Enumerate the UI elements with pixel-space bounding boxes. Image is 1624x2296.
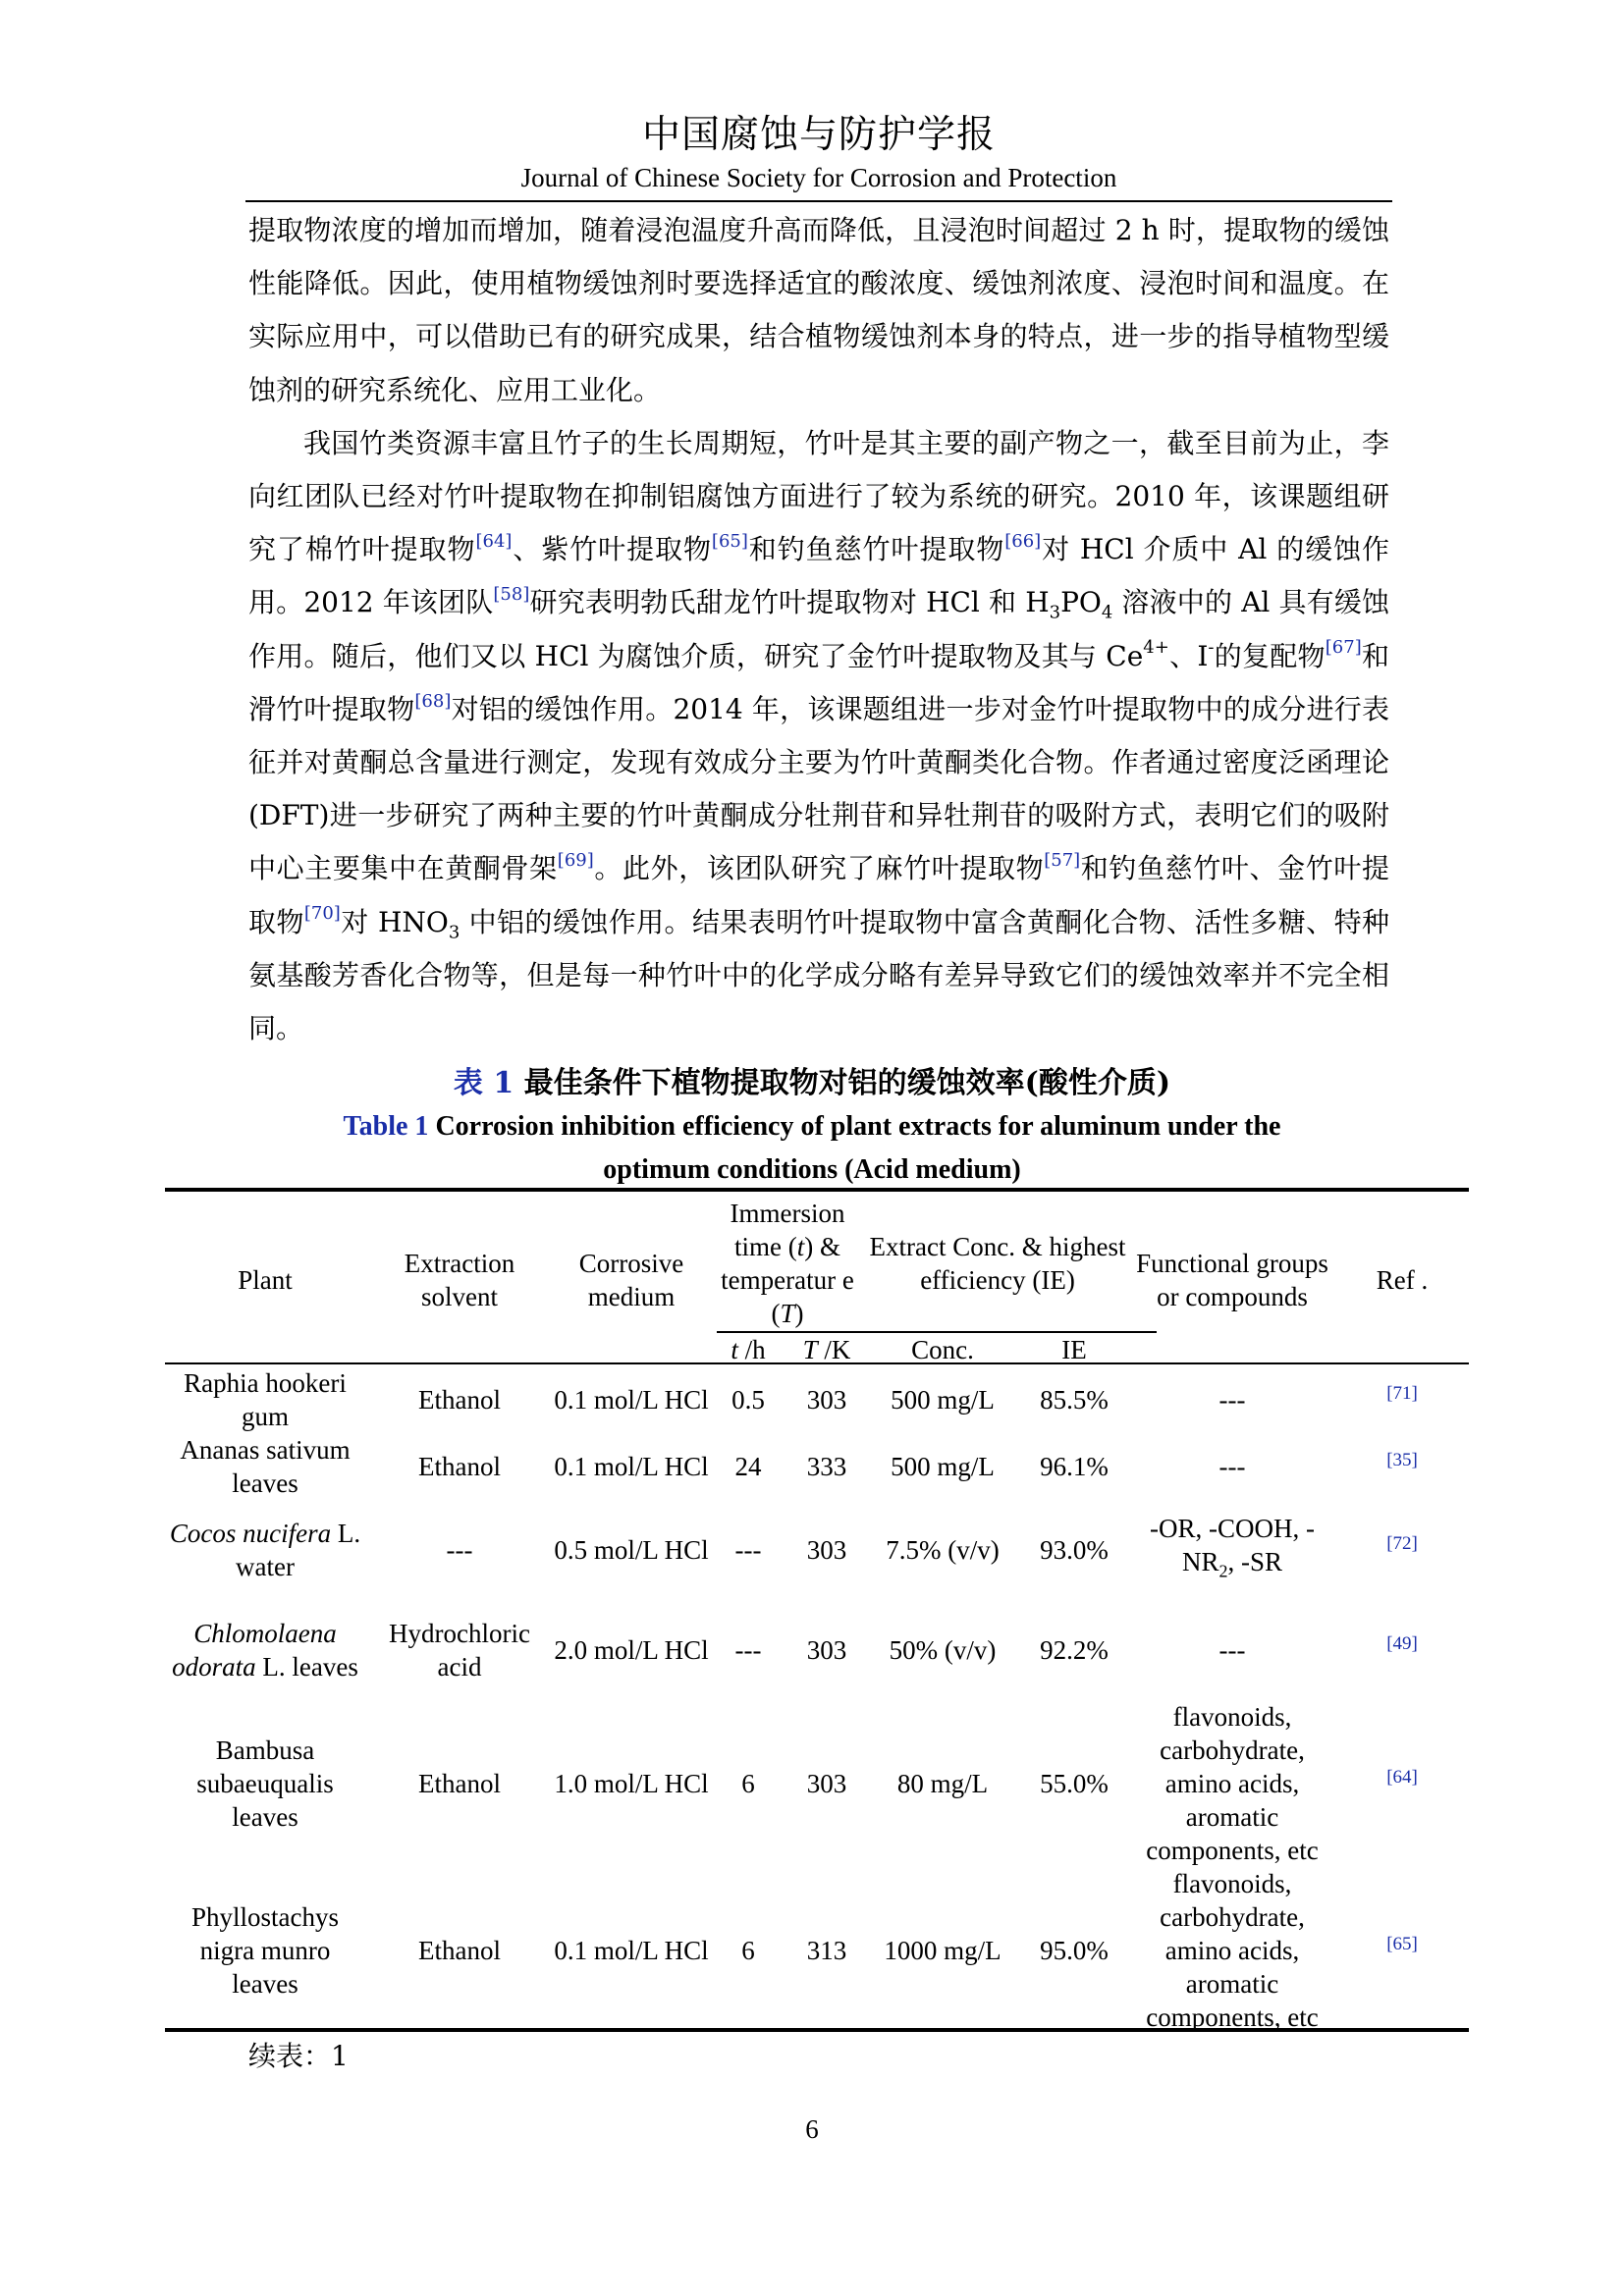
citation[interactable]: [68] <box>414 690 452 712</box>
reference-link[interactable]: [65] <box>1386 1934 1418 1954</box>
paragraph-1: 提取物浓度的增加而增加，随着浸泡温度升高而降低，且浸泡时间超过 2 h 时，提取物的缓蚀性能降低。因此，使用植物缓蚀剂时要选择适宜的酸浓度、缓蚀剂浓度、浸泡时间和温度。在实际应用中，可以借助已有的研究成果，结合植物缓蚀剂本身的特点，进一步的指导植物型缓蚀剂的研究系统化、应用工业化。 <box>248 214 1389 406</box>
journal-header <box>245 110 1392 194</box>
header-extract: Extract Conc. & highest efficiency (IE) <box>869 1232 1126 1295</box>
data-table <box>165 1194 1469 2034</box>
subheader-time: t /h <box>731 1335 766 1364</box>
table-caption-en: Table 1 Corrosion inhibition efficiency of plant extracts for aluminum under the optimum conditions (Acid medium) <box>343 1111 1281 1185</box>
citation[interactable]: [58] <box>493 584 530 606</box>
citation[interactable]: [64] <box>475 530 513 552</box>
table-row: Raphia hookeri gum Ethanol 0.1 mol/L HCl 0.5 303 500 mg/L 85.5% --- [71] <box>184 1368 1418 1431</box>
header-functional: Functional groups or compounds <box>1136 1249 1328 1311</box>
header-medium: Corrosive medium <box>578 1249 684 1311</box>
citation[interactable]: [69] <box>557 850 594 872</box>
citation[interactable]: [67] <box>1325 637 1362 659</box>
table-label-en: Table 1 <box>343 1111 429 1142</box>
header-plant: Plant <box>238 1265 293 1295</box>
table-row: Cocos nucifera L. water --- 0.5 mol/L HCl --- 303 7.5% (v/v) 93.0% -OR, -COOH, $-NR_2$, -SR [72] <box>169 1514 1418 1581</box>
page-number: 6 <box>805 2114 819 2144</box>
table-top-rule <box>165 1188 1469 1192</box>
subheader-temperature: T /K <box>802 1335 851 1364</box>
table-row: Ananas sativum leaves Ethanol 0.1 mol/L HCl 24 333 500 mg/L 96.1% --- [35] <box>180 1435 1418 1498</box>
table-label-cn: 表 1 <box>453 1066 514 1100</box>
table-row: Bambusa subaeuqualis leaves Ethanol 1.0 mol/L HCl 6 303 80 mg/L 55.0% flavonoids, carbohydrate, amino acids, aromatic components, etc [64] <box>196 1702 1418 1865</box>
journal-title-cn: 中国腐蚀与防护学报 <box>641 113 996 157</box>
table-caption-cn: 表 1 最佳条件下植物提取物对铝的缓蚀效率(酸性介质) <box>453 1066 1171 1100</box>
header-solvent: Extraction solvent <box>404 1249 515 1311</box>
table-row: Phyllostachys nigra munro leaves Ethanol 0.1 mol/L HCl 6 313 1000 mg/L 95.0% flavonoids, carbohydrate, amino acids, aromatic components, etc [65] <box>190 1869 1418 2032</box>
citation[interactable]: [70] <box>303 903 341 925</box>
header-ref: Ref . <box>1376 1265 1429 1295</box>
paragraph-2: 我国竹类资源丰富且竹子的生长周期短，竹叶是其主要的副产物之一，截至目前为止，李向红团队已经对竹叶提取物在抑制铝腐蚀方面进行了较为系统的研究。2010 年，该课题组研究了棉竹叶提取物[64]、紫竹叶提取物[65]和钓鱼慈竹叶提取物[66]对 HCl 介质中 Al 的缓蚀作用。2012 年该团队[58]研究表明勃氏甜龙竹叶提取物对 HCl 和 $H_3PO_4$ 溶液中的 Al 具有缓蚀作用。随后，他们又以 HCl 为腐蚀介质，研究了金竹叶提取物及其与 $Ce^{4+}$、I-的复配物[67]和滑竹叶提取物[68]对铝的缓蚀作用。2014 年，该课题组进一步对金竹叶提取物中的成分进行表征并对黄酮总含量进行测定，发现有效成分主要为竹叶黄酮类化合物。作者通过密度泛函理论(DFT)进一步研究了两种主要的竹叶黄酮成分牡荆苷和异牡荆苷的吸附方式，表明它们的吸附中心主要集中在黄酮骨架[69]。此外，该团队研究了麻竹叶提取物[57]和钓鱼慈竹叶、金竹叶提取物[70]对 $HNO_3$ 中铝的缓蚀作用。结果表明竹叶提取物中富含黄酮化合物、活性多糖、特种氨基酸芳香化合物等，但是每一种竹叶中的化学成分略有差异导致它们的缓蚀效率并不完全相同。 <box>248 426 1389 1045</box>
reference-link[interactable]: [64] <box>1386 1767 1418 1788</box>
table-row: Chlomolaena odorata L. leaves Hydrochloric acid 2.0 mol/L HCl --- 303 50% (v/v) 92.2% --- [49] <box>172 1619 1418 1682</box>
citation[interactable]: [57] <box>1044 850 1081 872</box>
reference-link[interactable]: [71] <box>1386 1383 1418 1404</box>
table-header-row <box>165 1194 1469 1333</box>
reference-link[interactable]: [72] <box>1386 1533 1418 1554</box>
journal-title-en: Journal of Chinese Society for Corrosion and Protection <box>520 163 1117 192</box>
citation[interactable]: [66] <box>1004 530 1042 552</box>
reference-link[interactable]: [35] <box>1386 1450 1418 1470</box>
header-immersion: Immersion time (t) & temperatur e (T) <box>721 1199 854 1328</box>
body-text <box>248 204 1389 1055</box>
citation[interactable]: [65] <box>711 530 748 552</box>
header-rule <box>245 200 1392 202</box>
reference-link[interactable]: [49] <box>1386 1633 1418 1654</box>
subheader-conc: Conc. <box>911 1335 974 1364</box>
subheader-ie: IE <box>1061 1335 1087 1364</box>
table-continued-note: 续表：1 <box>248 2040 349 2072</box>
